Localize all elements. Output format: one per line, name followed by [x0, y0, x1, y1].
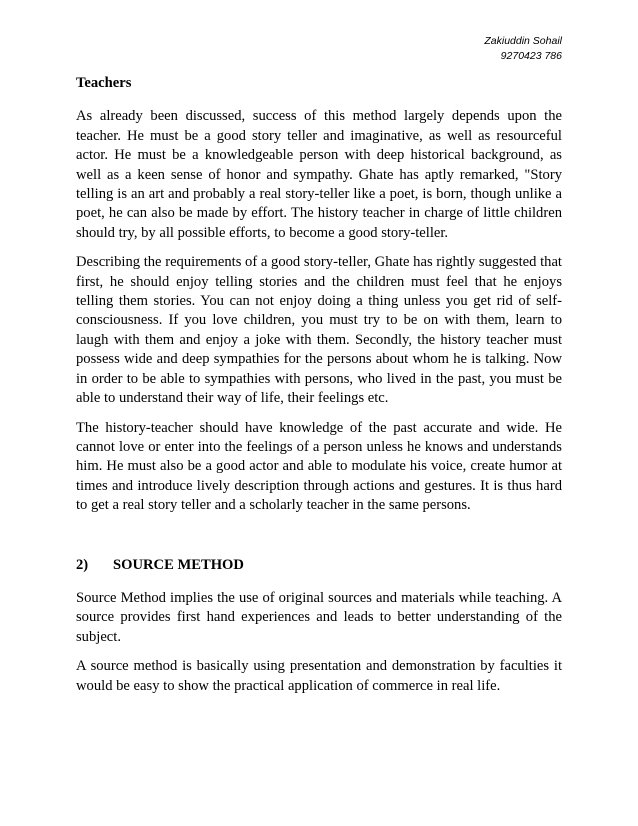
- section-number: 2): [76, 556, 89, 573]
- author-phone: 9270423 786: [500, 50, 562, 62]
- page-header: [484, 34, 562, 64]
- section-title: SOURCE METHOD: [113, 556, 244, 573]
- document-body: [76, 74, 562, 706]
- teachers-paragraph-2: Describing the requirements of a good story-teller, Ghate has rightly suggested that first, he should enjoy telling stories and the children must feel that he enjoys telling them stories. You can not enjoy doing a thing unless you get rid of self-consciousness. If you love children, you must try to be on with them, learn to laugh with them and enjoy a joke with them. Secondly, the history teacher must possess wide and deep sympathies for the persons about whom he is talking. Now in order to be able to sympathies with persons, who lived in the past, you must be able to understand their way of life, their feelings etc.: [76, 254, 562, 407]
- source-method-paragraph-2: A source method is basically using presentation and demonstration by faculties it would be easy to show the practical application of commerce in real life.: [76, 658, 562, 694]
- teachers-paragraph-3: The history-teacher should have knowledge of the past accurate and wide. He cannot love or enter into the feelings of a person unless he knows and understands him. He must also be a good actor and able to modulate his voice, create humor at times and introduce lively description through actions and gestures. It is thus hard to get a real story teller and a scholarly teacher in the same persons.: [76, 419, 562, 514]
- source-method-paragraph-1: Source Method implies the use of original sources and materials while teaching. A source provides first hand experiences and leads to better understanding of the subject.: [76, 589, 562, 645]
- author-name: Zakiuddin Sohail: [484, 35, 562, 47]
- source-method-heading: [76, 556, 562, 575]
- teachers-heading: Teachers: [76, 75, 132, 91]
- teachers-paragraph-1: As already been discussed, success of this method largely depends upon the teacher. He must be a good story teller and imaginative, as well as resourceful actor. He must be a knowledgeable person with deep historical background, as well as a keen sense of honor and sympathy. Ghate has aptly remarked, "Story telling is an art and probably a real story-teller like a poet, is born, though unlike a poet, he can also be made by effort. The history teacher in charge of little children should try, by all possible efforts, to become a good story-teller.: [76, 108, 562, 241]
